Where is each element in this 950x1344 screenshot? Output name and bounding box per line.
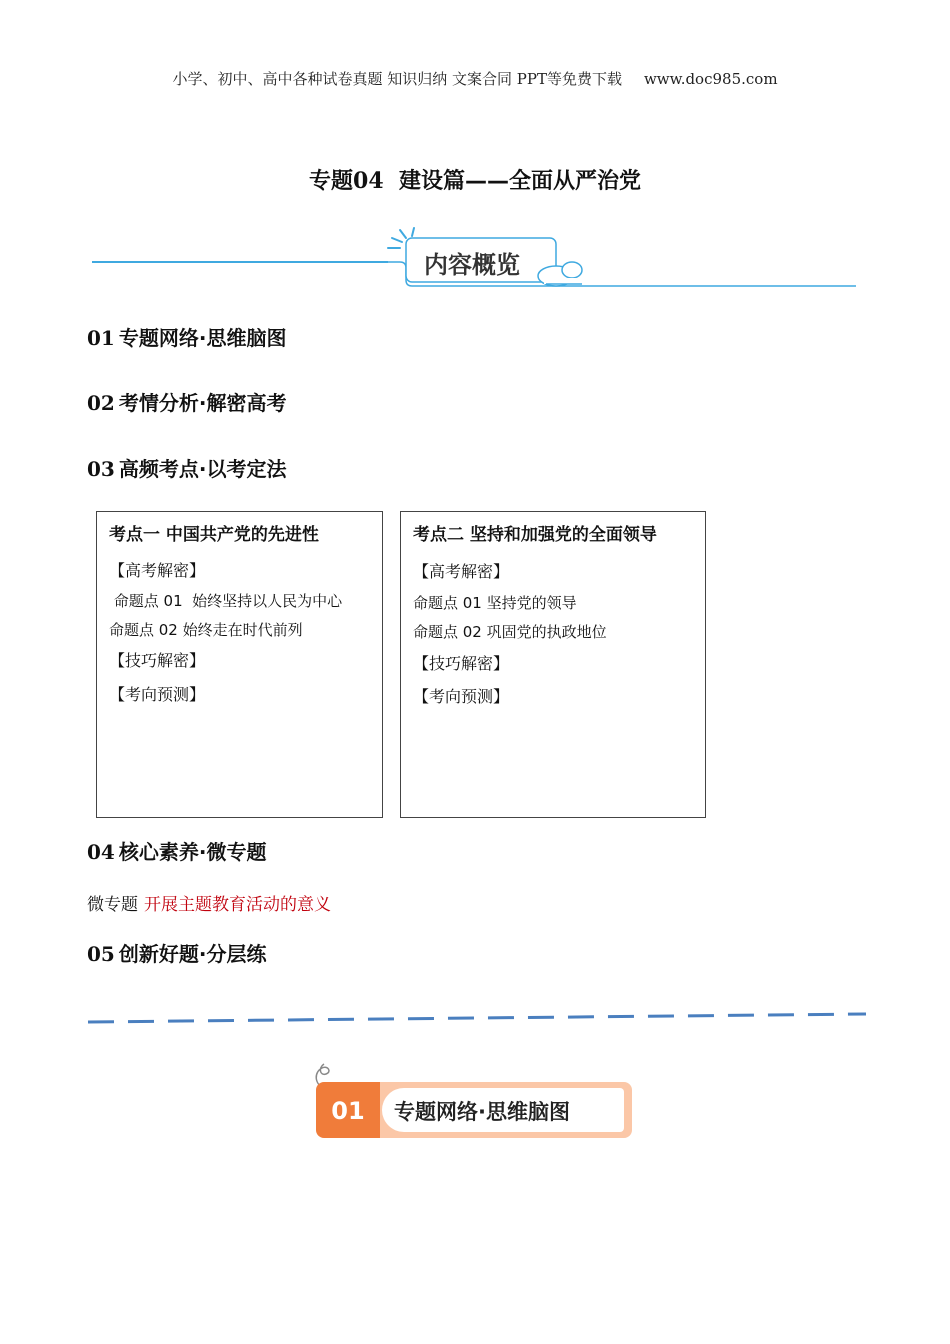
banner-number: 01: [316, 1082, 380, 1138]
kaodian-box-2: [400, 511, 706, 818]
box2-kaoxiang: 【考向预测】: [413, 687, 510, 706]
box1-kaoxiang: 【考向预测】: [109, 685, 206, 704]
micro-prefix: 微专题: [87, 895, 138, 915]
box1-point1: 命题点 01 始终坚持以人民为中心: [109, 592, 343, 610]
header-site[interactable]: www.doc985.com: [643, 70, 778, 88]
micro-topic: 开展主题教育活动的意义: [144, 895, 331, 915]
overview-badge-label: 内容概览: [424, 251, 520, 279]
title-number: 04: [353, 168, 384, 194]
title-prefix: 专题: [309, 169, 354, 194]
box2-point1: 命题点 01 坚持党的领导: [413, 594, 577, 612]
title-rest: 建设篇——全面从严治党: [383, 169, 641, 194]
banner-label: 专题网络·思维脑图: [394, 1100, 570, 1124]
dashed-divider: [86, 1008, 868, 1028]
section-04: 04 核心素养·微专题: [87, 840, 267, 864]
page-title: [0, 164, 950, 195]
page-header: [0, 68, 950, 89]
section-03: 03 高频考点·以考定法: [87, 457, 287, 481]
header-text: 小学、初中、高中各种试卷真题 知识归纳 文案合同 PPT等免费下载: [172, 70, 622, 88]
box1-gaokao: 【高考解密】: [109, 561, 206, 580]
box1-point2: 命题点 02 始终走在时代前列: [109, 621, 303, 639]
box1-title: 考点一 中国共产党的先进性: [109, 525, 319, 545]
overview-badge: [88, 224, 860, 290]
section-05: 05 创新好题·分层练: [87, 942, 267, 966]
section-01: 01 专题网络·思维脑图: [87, 326, 287, 350]
section-02: 02 考情分析·解密高考: [87, 391, 287, 415]
kaodian-box-1: [96, 511, 383, 818]
box2-jiqiao: 【技巧解密】: [413, 654, 510, 673]
section-banner-01: [316, 1082, 634, 1140]
box2-point2: 命题点 02 巩固党的执政地位: [413, 623, 607, 641]
box2-gaokao: 【高考解密】: [413, 562, 510, 581]
box2-title: 考点二 坚持和加强党的全面领导: [413, 525, 657, 545]
micro-topic-line: [87, 890, 331, 915]
box1-jiqiao: 【技巧解密】: [109, 651, 206, 670]
